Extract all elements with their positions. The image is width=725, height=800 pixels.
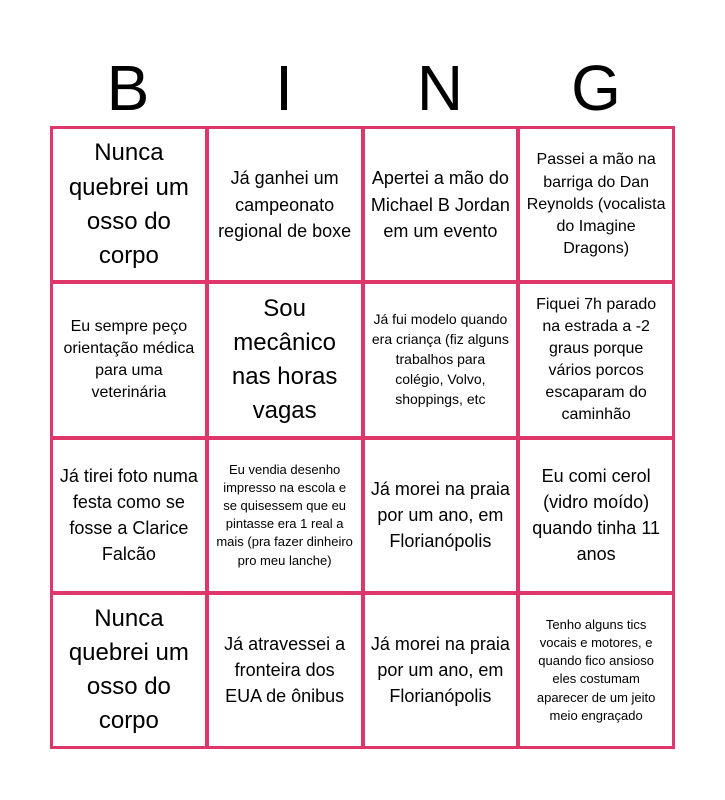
- bingo-cell-text: Sou mecânico nas horas vagas: [231, 294, 338, 424]
- bingo-cell-text: Passei a mão na barriga do Dan Reynolds (vocalista do Imagine Dragons): [526, 151, 666, 257]
- bingo-cell-text: Tenho alguns tics vocais e motores, e quando fico ansioso eles costumam aparecer de um jeito meio engraçado: [536, 616, 656, 723]
- bingo-cell[interactable]: [520, 284, 672, 435]
- bingo-cell[interactable]: [520, 129, 672, 280]
- bingo-header: [50, 52, 675, 124]
- header-letter-g: G: [571, 52, 621, 124]
- bingo-cell-text: Eu comi cerol (vidro moído) quando tinha 11 anos: [532, 465, 661, 565]
- bingo-cell-text: Eu vendia desenho impresso na escola e se quisessem que eu pintasse era 1 real a mais (pra fazer dinheiro pro meu lanche): [216, 461, 353, 568]
- bingo-cell-text: Já fui modelo quando era criança (fiz alguns trabalhos para colégio, Volvo, shoppings, etc: [371, 311, 509, 407]
- bingo-cell[interactable]: [365, 129, 517, 280]
- bingo-grid: [50, 126, 675, 749]
- bingo-cell-text: Eu sempre peço orientação médica para uma veterinária: [63, 317, 195, 401]
- bingo-cell[interactable]: [209, 129, 361, 280]
- bingo-cell[interactable]: [365, 595, 517, 746]
- header-letter-i: I: [275, 52, 293, 124]
- bingo-cell-text: Já tirei foto numa festa como se fosse a Clarice Falcão: [59, 465, 198, 565]
- bingo-cell[interactable]: [53, 440, 205, 591]
- bingo-cell[interactable]: [53, 595, 205, 746]
- bingo-cell-text: Já morei na praia por um ano, em Florianópolis: [370, 634, 510, 707]
- bingo-cell-text: Nunca quebrei um osso do corpo: [68, 139, 189, 269]
- bingo-cell-text: Fiquei 7h parado na estrada a -2 graus porque vários porcos escaparam do caminhão: [536, 295, 657, 424]
- bingo-cell[interactable]: [365, 284, 517, 435]
- bingo-cell-text: Já atravessei a fronteira dos EUA de ônibus: [224, 634, 346, 707]
- bingo-cell-text: Nunca quebrei um osso do corpo: [68, 605, 189, 735]
- bingo-cell[interactable]: [209, 595, 361, 746]
- bingo-cell[interactable]: [365, 440, 517, 591]
- header-letter-n: N: [416, 52, 464, 124]
- bingo-cell[interactable]: [209, 284, 361, 435]
- bingo-cell[interactable]: [520, 440, 672, 591]
- bingo-cell[interactable]: [53, 129, 205, 280]
- bingo-cell-text: Apertei a mão do Michael B Jordan em um evento: [370, 168, 510, 241]
- bingo-cell[interactable]: [53, 284, 205, 435]
- bingo-cell-text: Já morei na praia por um ano, em Florianópolis: [370, 478, 510, 552]
- bingo-cell-text: Já ganhei um campeonato regional de boxe: [218, 168, 352, 241]
- header-letter-b: B: [106, 52, 150, 124]
- bingo-cell[interactable]: [209, 440, 361, 591]
- bingo-cell[interactable]: [520, 595, 672, 746]
